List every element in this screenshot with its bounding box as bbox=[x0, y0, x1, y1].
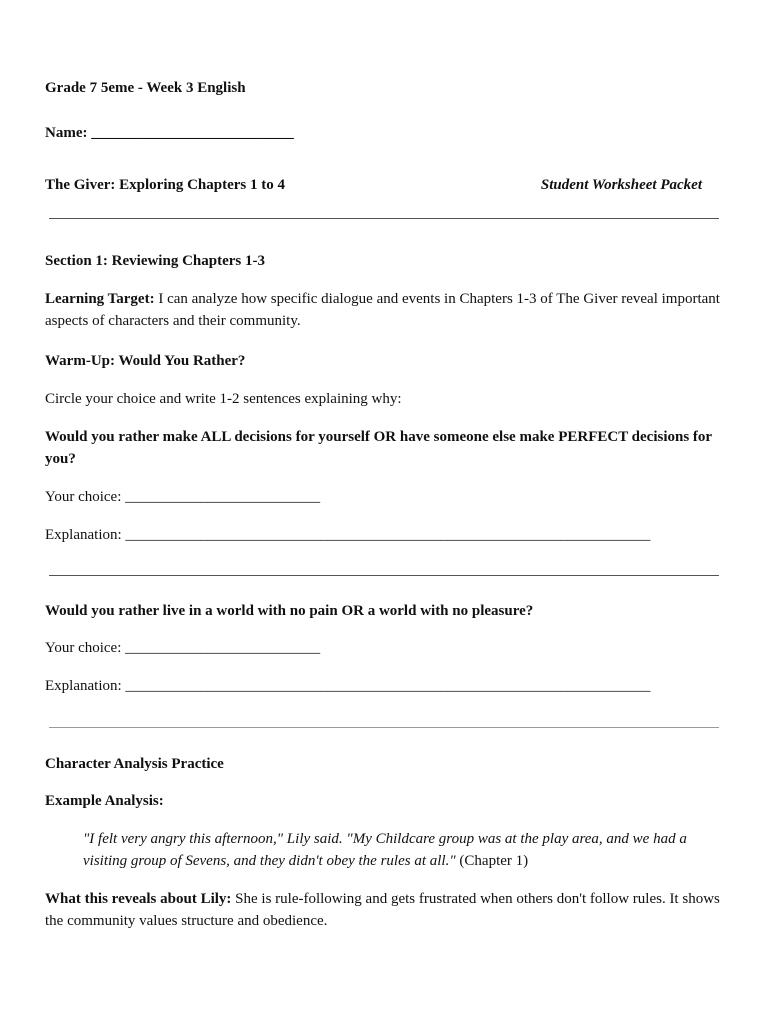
learning-target-label: Learning Target: bbox=[45, 291, 155, 307]
question-prompt: Would you rather make ALL decisions for yourself OR have someone else make PERFECT decisions for you? bbox=[45, 429, 712, 467]
divider bbox=[49, 218, 719, 219]
quote-citation: (Chapter 1) bbox=[455, 853, 529, 869]
name-blank: ___________________________ bbox=[91, 125, 294, 141]
reveals-text: She is rule-following and gets frustrated when others don't follow rules. It shows the community values structure and obedience. bbox=[45, 891, 720, 929]
choice-label: Your choice: bbox=[45, 640, 122, 656]
reveals-label: What this reveals about Lily: bbox=[45, 891, 232, 907]
explanation-label: Explanation: bbox=[45, 527, 122, 543]
choice-blank: __________________________ bbox=[125, 489, 321, 505]
reveals-paragraph bbox=[45, 888, 725, 932]
instructions: Circle your choice and write 1-2 sentences explaining why: bbox=[45, 391, 402, 407]
choice-label: Your choice: bbox=[45, 489, 122, 505]
choice-field bbox=[45, 637, 320, 659]
name-field bbox=[45, 122, 294, 144]
example-heading: Example Analysis: bbox=[45, 793, 164, 809]
question-prompt: Would you rather live in a world with no pain OR a world with no pleasure? bbox=[45, 603, 534, 619]
section-heading: Section 1: Reviewing Chapters 1-3 bbox=[45, 253, 265, 269]
unit-title: The Giver: Exploring Chapters 1 to 4 bbox=[45, 177, 285, 193]
course-title: Grade 7 5eme - Week 3 English bbox=[45, 80, 246, 96]
explanation-label: Explanation: bbox=[45, 678, 122, 694]
explanation-field bbox=[45, 675, 650, 697]
warmup-heading: Warm-Up: Would You Rather? bbox=[45, 353, 246, 369]
choice-blank: __________________________ bbox=[125, 640, 321, 656]
divider bbox=[49, 727, 719, 728]
quote-block bbox=[83, 828, 723, 872]
explanation-field bbox=[45, 524, 650, 546]
choice-field bbox=[45, 486, 320, 508]
character-analysis-heading: Character Analysis Practice bbox=[45, 756, 224, 772]
packet-label: Student Worksheet Packet bbox=[540, 177, 702, 193]
explanation-blank: ______________________________________________________________________ bbox=[125, 678, 651, 694]
learning-target-text: I can analyze how specific dialogue and events in Chapters 1-3 of The Giver reveal important aspects of characters and their community. bbox=[45, 291, 720, 329]
learning-target bbox=[45, 288, 725, 332]
explanation-blank: ______________________________________________________________________ bbox=[125, 527, 651, 543]
quote-text: "I felt very angry this afternoon," Lily said. "My Childcare group was at the play area, and we had a visiting group of Sevens, and they didn't obey the rules at all." bbox=[83, 831, 687, 869]
divider bbox=[49, 575, 719, 576]
name-label: Name: bbox=[45, 125, 88, 141]
